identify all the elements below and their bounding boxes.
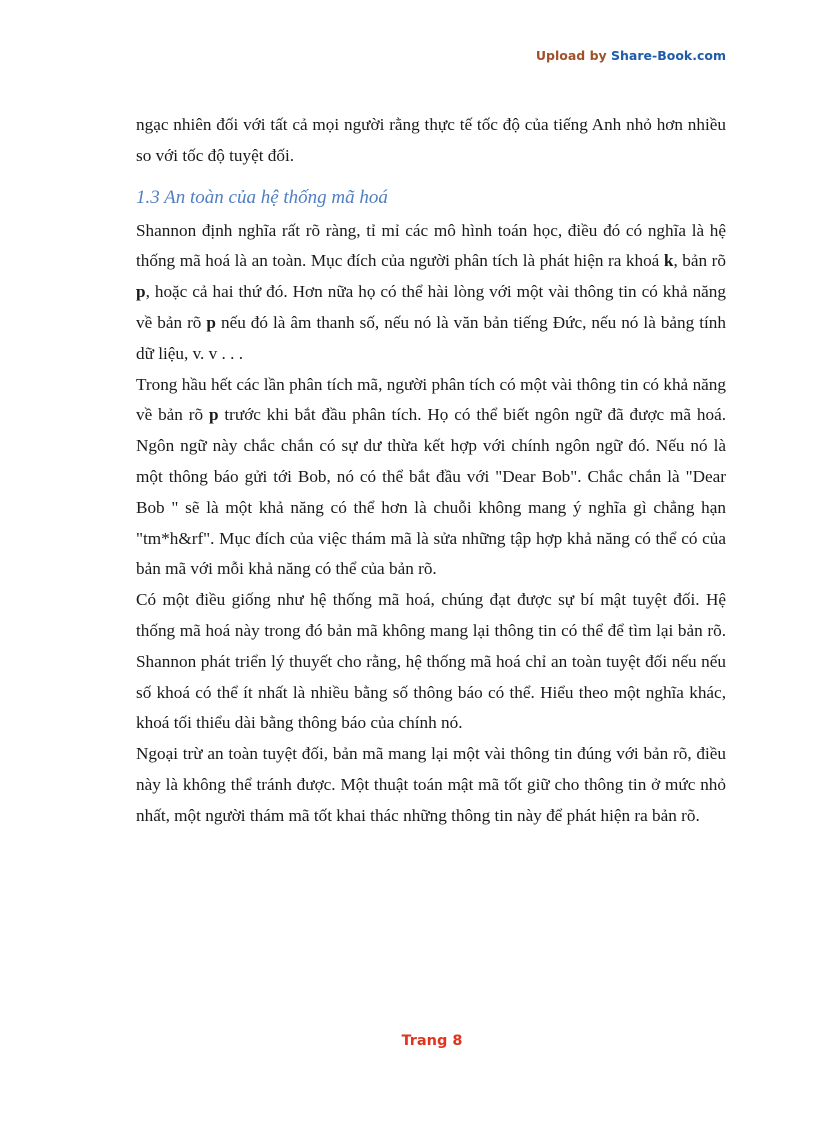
page-body: [136, 110, 726, 832]
paragraph-shannon-definition: [136, 216, 726, 370]
upload-prefix: Upload by: [535, 48, 612, 63]
paragraph-exception: Ngoại trừ an toàn tuyệt đối, bản mã mang lại một vài thông tin đúng với bản rõ, điều này là không thể tránh được. Một thuật toán mật mã tốt giữ cho thông tin ở mức nhỏ nhất, một người thám mã tốt khai thác những thông tin này để phát hiện ra bản rõ.: [136, 744, 726, 825]
text-run: , bản rõ: [673, 251, 726, 271]
bold-plaintext: p: [136, 282, 146, 302]
bold-plaintext: p: [208, 405, 219, 425]
upload-site: Share-Book.com: [611, 48, 726, 63]
text-run: Shannon định nghĩa rất rõ ràng, tỉ mỉ các mô hình toán học, điều đó có nghĩa là hệ thống mã hoá là an toàn. Mục đích của người phân tích là phát hiện ra khoá: [136, 220, 726, 271]
bold-plaintext: p: [206, 312, 216, 332]
text-run: nếu đó là âm thanh số, nếu nó là văn bản tiếng Đức, nếu nó là bảng tính dữ liệu, v. v . . .: [136, 312, 726, 363]
page-number: Trang 8: [401, 1033, 463, 1049]
paragraph-continuation: ngạc nhiên đối với tất cả mọi người rằng thực tế tốc độ của tiếng Anh nhỏ hơn nhiều so với tốc độ tuyệt đối.: [136, 115, 726, 165]
upload-credit: [536, 48, 726, 63]
paragraph-perfect-secrecy: Có một điều giống như hệ thống mã hoá, chúng đạt được sự bí mật tuyệt đối. Hệ thống mã hoá này trong đó bản mã không mang lại thông tin có thể để tìm lại bản rõ. Shannon phát triển lý thuyết cho rằng, hệ thống mã hoá chỉ an toàn tuyệt đối nếu nếu số khoá có thể ít nhất là nhiều bằng số thông báo có thể. Hiểu theo một nghĩa khác, khoá tối thiểu dài bằng thông báo của chính nó.: [136, 590, 726, 733]
text-run: trước khi bắt đầu phân tích. Họ có thể biết ngôn ngữ đã được mã hoá. Ngôn ngữ này chắc chắn có sự dư thừa kết hợp với chính ngôn ngữ đó. Nếu nó là một thông báo gửi tới Bob, nó có thể bắt đầu với "Dear Bob". Chắc chắn là "Dear Bob " sẽ là một khả năng có thể hơn là chuỗi không mang ý nghĩa gì chẳng hạn "tm*h&rf". Mục đích của việc thám mã là sửa những tập hợp khả năng có thể có của bản mã với mỗi khả năng có thể của bản rõ.: [136, 405, 727, 579]
text-run: Trong hầu hết các lần phân tích mã, người phân tích có một vài thông tin có khả năng về bản rõ: [136, 374, 726, 425]
bold-key: k: [663, 251, 674, 271]
text-run: , hoặc cả hai thứ đó. Hơn nữa họ có thể hài lòng với một vài thông tin có khả năng về bản rõ: [136, 282, 726, 332]
section-heading: 1.3 An toàn của hệ thống mã hoá: [136, 186, 388, 208]
paragraph-analysis: [136, 370, 726, 586]
